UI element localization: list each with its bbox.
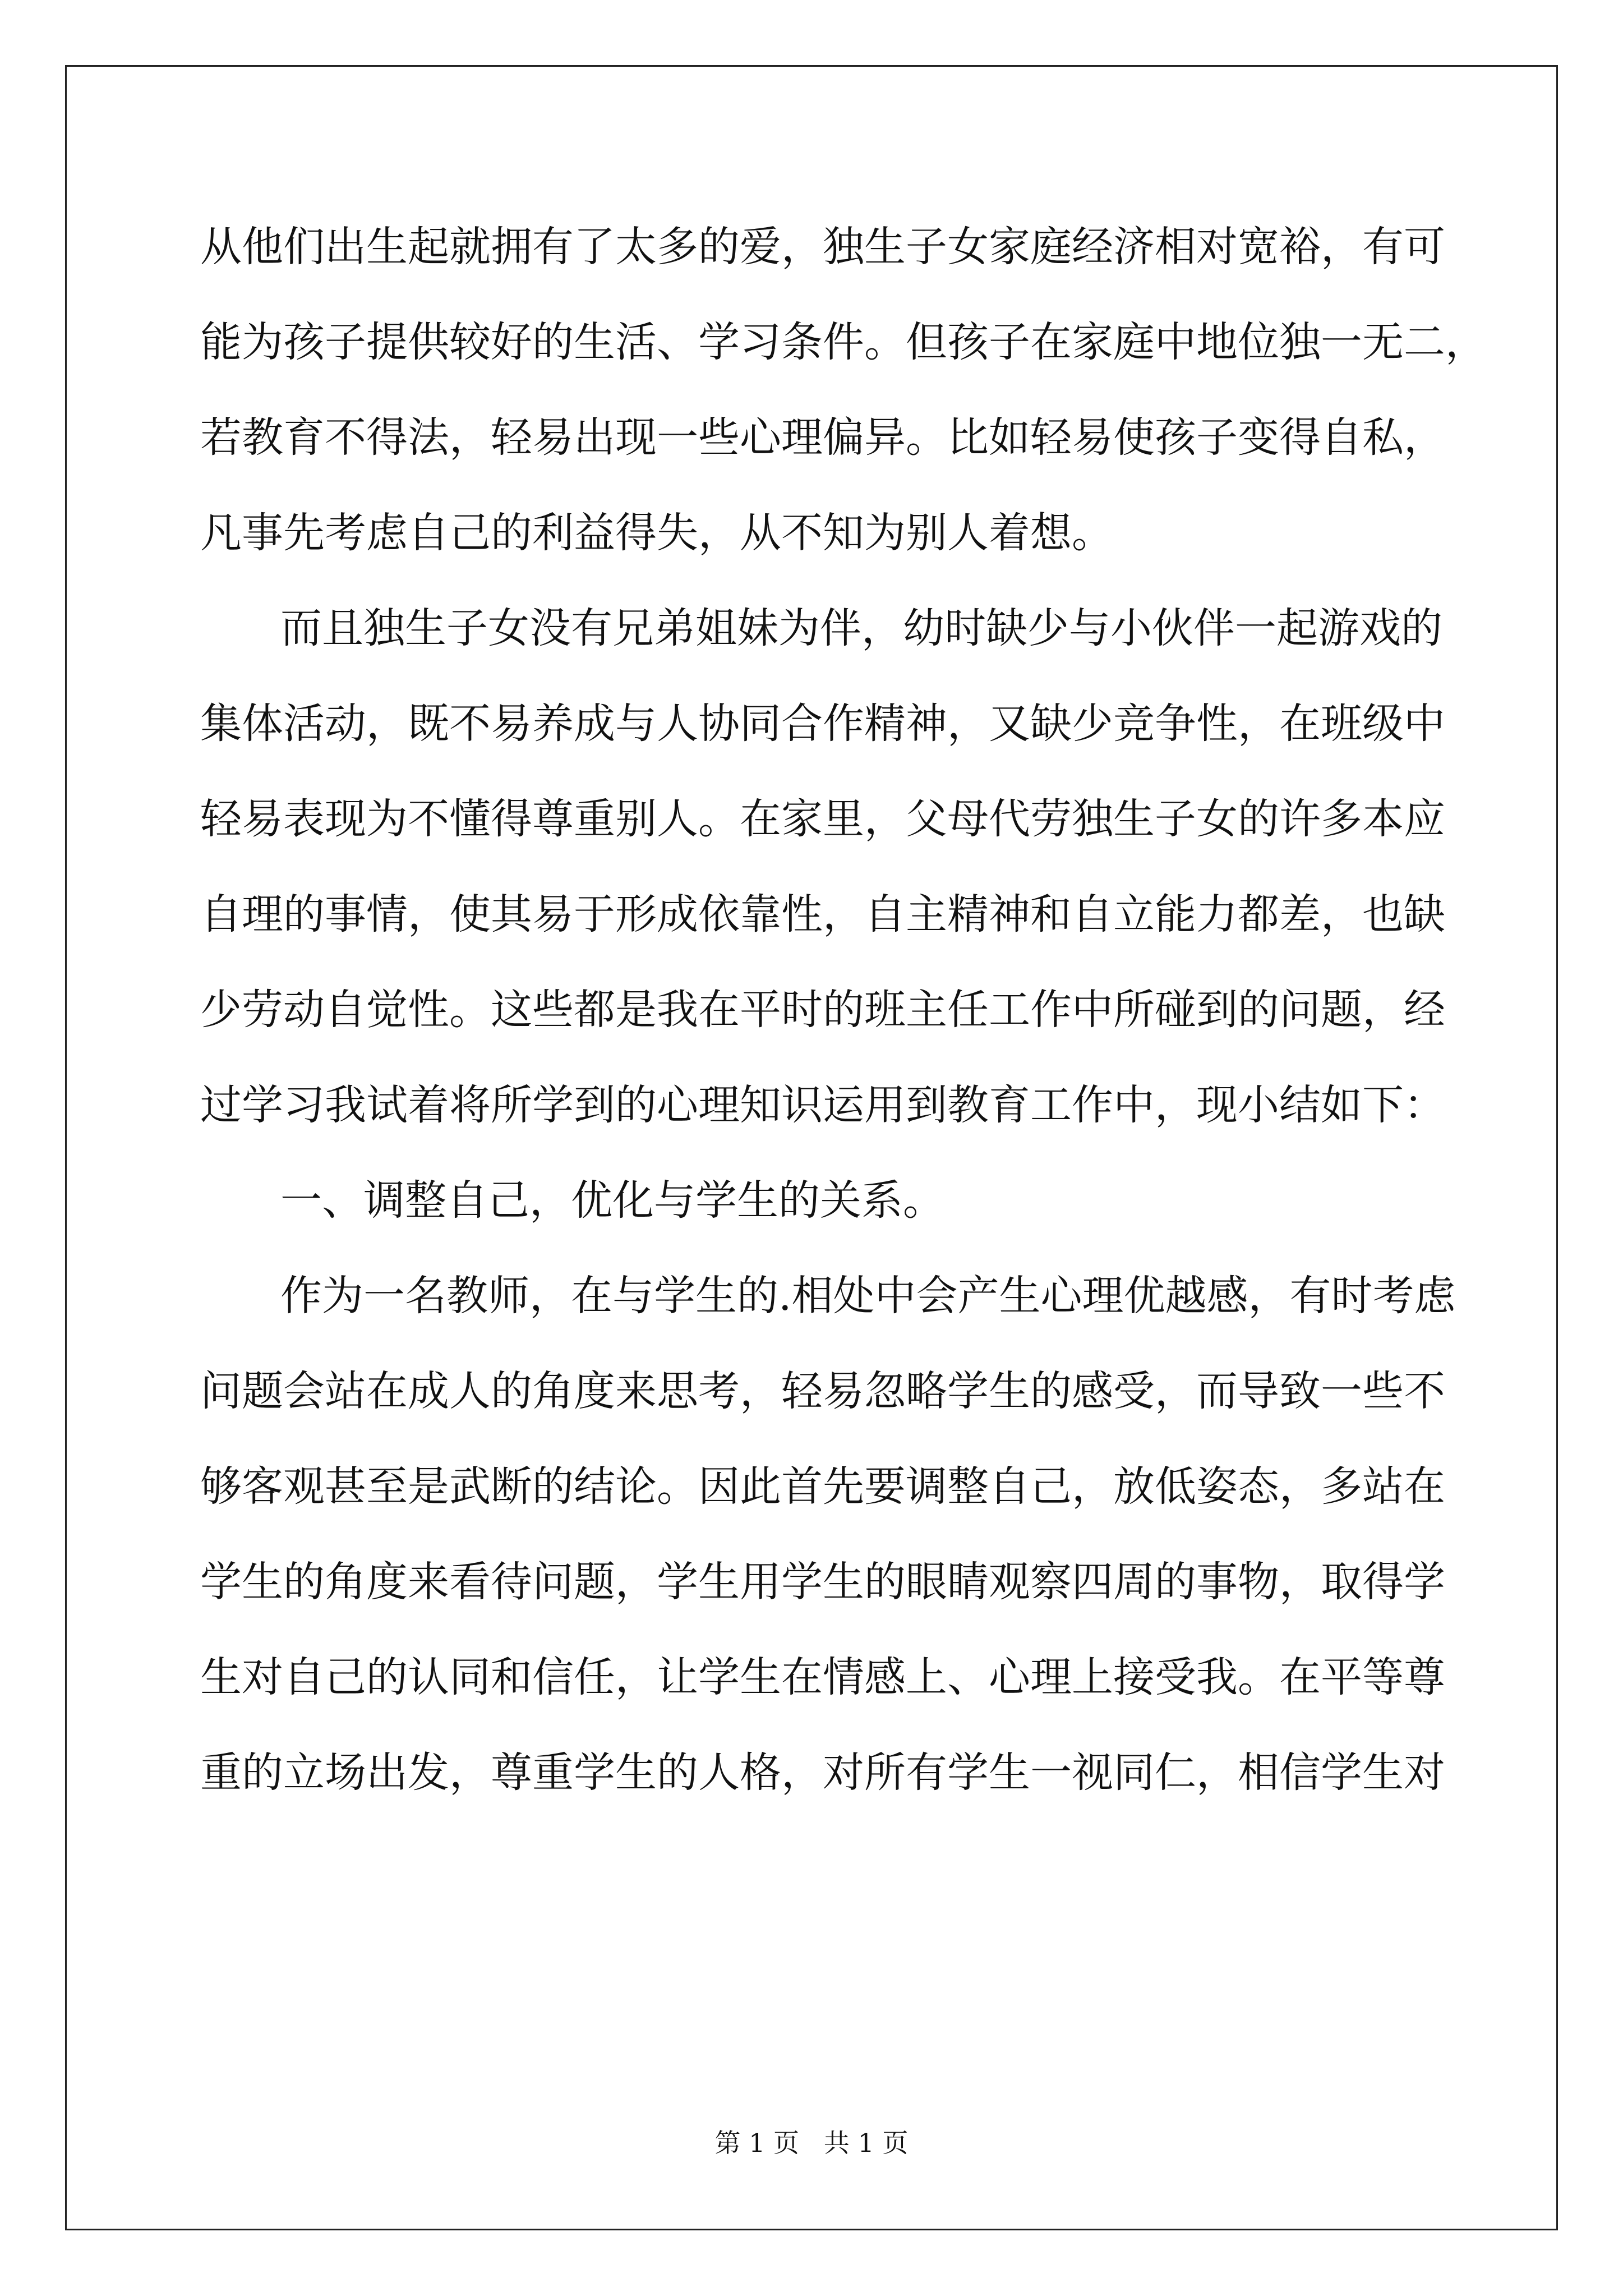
text-line: 凡事先考虑自己的利益得失，从不知为别人着想。 bbox=[200, 509, 1113, 557]
page-number-footer: 第 1 页 共 1 页 bbox=[714, 2128, 909, 2158]
text-line: 重的立场出发，尊重学生的人格，对所有学生一视同仁，相信学生对 bbox=[200, 1749, 1445, 1797]
page-border bbox=[65, 65, 1558, 2230]
text-line: 自理的事情，使其易于形成依靠性，自主精神和自立能力都差，也缺 bbox=[200, 890, 1445, 938]
text-line: 少劳动自觉性。这些都是我在平时的班主任工作中所碰到的问题，经 bbox=[200, 986, 1445, 1034]
text-line: 过学习我试着将所学到的心理知识运用到教育工作中，现小结如下： bbox=[200, 1081, 1445, 1129]
text-line: 从他们出生起就拥有了太多的爱，独生子女家庭经济相对宽裕，有可 bbox=[200, 223, 1445, 271]
text-line: 够客观甚至是武断的结论。因此首先要调整自己，放低姿态，多站在 bbox=[200, 1462, 1445, 1511]
text-line: 能为孩子提供较好的生活、学习条件。但孩子在家庭中地位独一无二， bbox=[200, 318, 1487, 366]
text-line: 问题会站在成人的角度来思考，轻易忽略学生的感受，而导致一些不 bbox=[200, 1367, 1445, 1415]
text-line: 轻易表现为不懂得尊重别人。在家里，父母代劳独生子女的许多本应 bbox=[200, 795, 1445, 843]
paragraph-first-line: 作为一名教师，在与学生的.相处中会产生心理优越感，有时考虑 bbox=[280, 1272, 1456, 1320]
paragraph-first-line: 而且独生子女没有兄弟姐妹为伴，幼时缺少与小伙伴一起游戏的 bbox=[280, 604, 1442, 652]
section-heading: 一、调整自己，优化与学生的关系。 bbox=[280, 1176, 944, 1225]
text-line: 若教育不得法，轻易出现一些心理偏异。比如轻易使孩子变得自私， bbox=[200, 413, 1445, 462]
text-line: 学生的角度来看待问题，学生用学生的眼睛观察四周的事物，取得学 bbox=[200, 1558, 1445, 1606]
text-line: 生对自己的认同和信任，让学生在情感上、心理上接受我。在平等尊 bbox=[200, 1653, 1445, 1701]
text-line: 集体活动，既不易养成与人协同合作精神，又缺少竞争性，在班级中 bbox=[200, 700, 1445, 748]
